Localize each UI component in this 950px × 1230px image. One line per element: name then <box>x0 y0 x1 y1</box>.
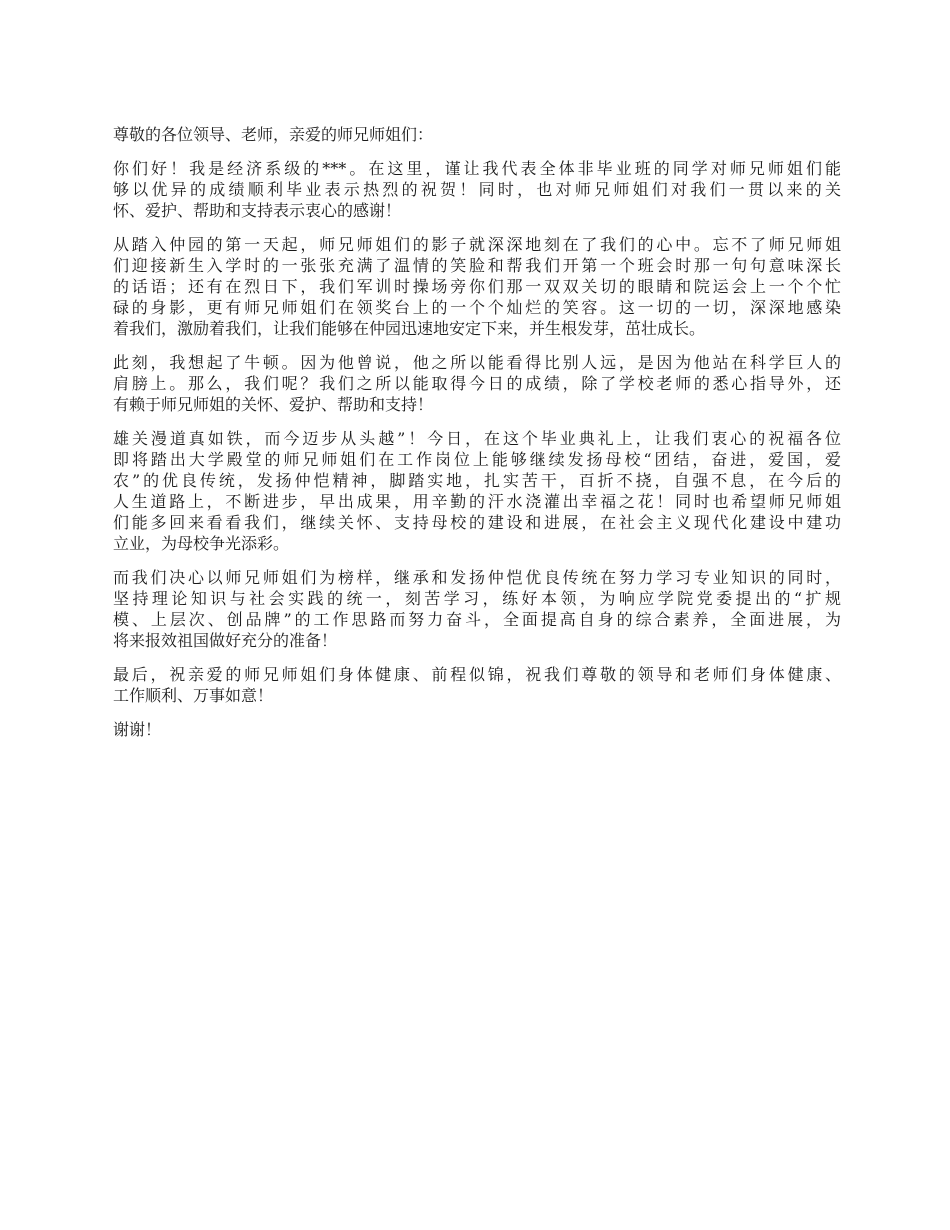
text-line: 碌的身影，更有师兄师姐们在领奖台上的一个个灿烂的笑容。这一切的一切，深深地感染 <box>113 298 841 317</box>
text-line: 从踏入仲园的第一天起，师兄师姐们的影子就深深地刻在了我们的心中。忘不了师兄师姐 <box>113 235 841 254</box>
text-line: 人生道路上，不断进步，早出成果，用辛勤的汗水浇灌出幸福之花！同时也希望师兄师姐 <box>113 492 841 511</box>
text-line: 怀、爱护、帮助和支持表示衷心的感谢！ <box>113 201 402 220</box>
text-line: 有赖于师兄师姐的关怀、爱护、帮助和支持！ <box>113 395 434 414</box>
text-line: 雄关漫道真如铁，而今迈步从头越”！今日，在这个毕业典礼上，让我们衷心的祝福各位 <box>113 429 841 448</box>
newton-paragraph <box>113 352 841 415</box>
text-line: 而我们决心以师兄师姐们为榜样，继承和发扬仲恺优良传统在努力学习专业知识的同时， <box>113 568 841 587</box>
resolution-paragraph <box>113 567 841 651</box>
text-line: 尊敬的各位领导、老师，亲爱的师兄师姐们： <box>113 125 434 144</box>
text-line: 工作顺利、万事如意！ <box>113 686 274 705</box>
opening-paragraph <box>113 158 841 221</box>
text-line: 此刻，我想起了牛顿。因为他曾说，他之所以能看得比别人远，是因为他站在科学巨人的 <box>113 353 841 372</box>
text-line: 立业，为母校争光添彩。 <box>113 534 290 553</box>
text-line: 即将踏出大学殿堂的师兄师姐们在工作岗位上能够继续发扬母校“团结，奋进，爱国，爱 <box>113 450 841 469</box>
text-line: 的话语；还有在烈日下，我们军训时操场旁你们那一双双关切的眼睛和院运会上一个个忙 <box>113 277 841 296</box>
text-line: 着我们，激励着我们，让我们能够在仲园迅速地安定下来，并生根发芽，茁壮成长。 <box>113 319 706 338</box>
text-line: 将来报效祖国做好充分的准备！ <box>113 631 338 650</box>
text-line: 们能多回来看看我们，继续关怀、支持母校的建设和进展，在社会主义现代化建设中建功 <box>113 513 841 532</box>
text-line: 谢谢！ <box>113 720 162 739</box>
text-line: 坚持理论知识与社会实践的统一，刻苦学习，练好本领，为响应学院党委提出的“扩规 <box>113 589 841 608</box>
text-line: 肩膀上。那么，我们呢？我们之所以能取得今日的成绩，除了学校老师的悉心指导外，还 <box>113 374 841 393</box>
document-body <box>113 124 841 753</box>
text-line: 够以优异的成绩顺利毕业表示热烈的祝贺！同时，也对师兄师姐们对我们一贯以来的关 <box>113 180 841 199</box>
text-line: 们迎接新生入学时的一张张充满了温情的笑脸和帮我们开第一个班会时那一句句意味深长 <box>113 256 841 275</box>
blessing-paragraph <box>113 428 841 554</box>
text-line: 你们好！我是经济系级的***。在这里，谨让我代表全体非毕业班的同学对师兄师姐们能 <box>113 159 841 178</box>
thanks-paragraph <box>113 719 841 740</box>
text-line: 农”的优良传统，发扬仲恺精神，脚踏实地，扎实苦干，百折不挠，自强不息，在今后的 <box>113 471 841 490</box>
closing-wishes-paragraph <box>113 664 841 706</box>
text-line: 模、上层次、创品牌”的工作思路而努力奋斗，全面提高自身的综合素养，全面进展，为 <box>113 610 841 629</box>
greeting-paragraph <box>113 124 841 145</box>
memory-paragraph <box>113 234 841 339</box>
text-line: 最后，祝亲爱的师兄师姐们身体健康、前程似锦，祝我们尊敬的领导和老师们身体健康、 <box>113 665 841 684</box>
